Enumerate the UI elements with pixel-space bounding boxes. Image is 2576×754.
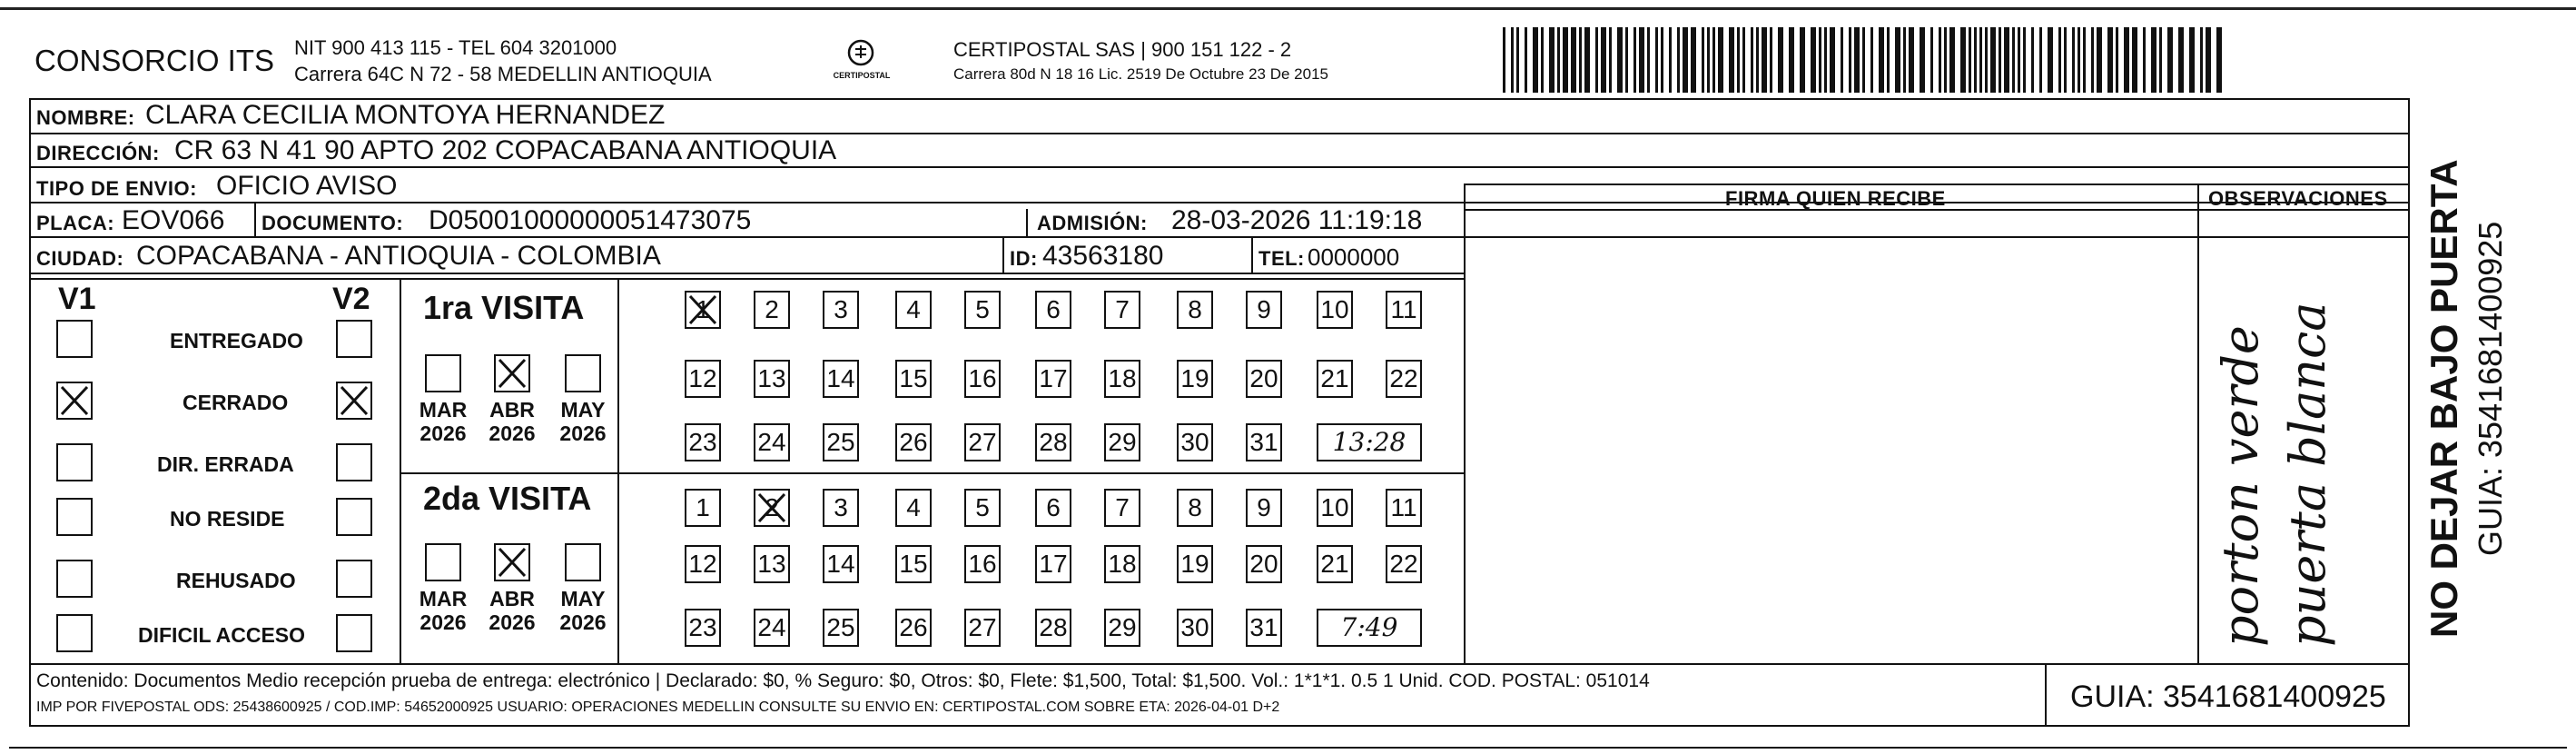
day-box-27[interactable]: 27 — [964, 423, 1001, 461]
month-checkbox-may[interactable] — [565, 543, 601, 581]
visit2-title: 2da VISITA — [423, 480, 592, 517]
day-box-8[interactable]: 8 — [1177, 291, 1213, 329]
visit1-title: 1ra VISITA — [423, 289, 585, 326]
day-box-24[interactable]: 24 — [754, 609, 790, 647]
day-box-20[interactable]: 20 — [1246, 545, 1282, 583]
v1-checkbox-rehusado[interactable] — [56, 560, 93, 598]
day-box-14[interactable]: 14 — [823, 545, 859, 583]
barcode — [1503, 27, 2229, 93]
id-label: ID: — [1010, 247, 1038, 270]
month-checkbox-abr[interactable] — [494, 543, 530, 581]
day-box-15[interactable]: 15 — [895, 360, 932, 398]
side-warning: NO DEJAR BAJO PUERTA — [2423, 159, 2465, 638]
footer-contenido: Contenido: Documentos Medio recepción prueba de entrega: electrónico | Declarado: $0, % Seguro: $0, Otros: $0, Flete: $1,500, Total: $1,500. Vol.: 1*1*1. 0.5 1 Unid. COD. POSTAL: 051014 — [36, 670, 1650, 691]
v1-checkbox-entregado[interactable] — [56, 320, 93, 358]
logo-text: CERTIPOSTAL — [833, 71, 891, 80]
certipostal-logo — [833, 35, 891, 89]
observaciones-handwriting-2: puerta blanca — [2279, 302, 2336, 647]
status-option-label: NO RESIDE — [170, 507, 285, 531]
day-box-12[interactable]: 12 — [685, 545, 721, 583]
day-box-22[interactable]: 22 — [1386, 360, 1422, 398]
visit-time-box[interactable]: 13:28 — [1317, 423, 1422, 461]
day-box-7[interactable]: 7 — [1104, 489, 1140, 527]
day-box-16[interactable]: 16 — [964, 360, 1001, 398]
day-box-31[interactable]: 31 — [1246, 609, 1282, 647]
day-box-3[interactable]: 3 — [823, 489, 859, 527]
day-box-9[interactable]: 9 — [1246, 489, 1282, 527]
month-label: MAY 2026 — [559, 398, 607, 445]
footer-guia: GUIA: 3541681400925 — [2070, 680, 2386, 714]
day-box-26[interactable]: 26 — [895, 609, 932, 647]
company-nit-tel: NIT 900 413 115 - TEL 604 3201000 — [294, 36, 617, 59]
visit-time-box[interactable]: 7:49 — [1317, 609, 1422, 647]
nombre-value: CLARA CECILIA MONTOYA HERNANDEZ — [145, 100, 666, 130]
day-box-15[interactable]: 15 — [895, 545, 932, 583]
day-box-24[interactable]: 24 — [754, 423, 790, 461]
documento-label: DOCUMENTO: — [262, 212, 404, 234]
day-box-18[interactable]: 18 — [1104, 545, 1140, 583]
day-box-7[interactable]: 7 — [1104, 291, 1140, 329]
day-box-20[interactable]: 20 — [1246, 360, 1282, 398]
day-box-26[interactable]: 26 — [895, 423, 932, 461]
direccion-value: CR 63 N 41 90 APTO 202 COPACABANA ANTIOQUIA — [174, 135, 837, 165]
observaciones-label: OBSERVACIONES — [2208, 187, 2388, 210]
day-box-3[interactable]: 3 — [823, 291, 859, 329]
tipo-envio-label: TIPO DE ENVIO: — [36, 177, 197, 200]
month-checkbox-abr[interactable] — [494, 354, 530, 392]
certipostal-address: Carrera 80d N 18 16 Lic. 2519 De Octubre 23 De 2015 — [953, 65, 1328, 83]
day-box-2[interactable]: 2 — [754, 489, 790, 527]
documento-value: D05001000000051473075 — [429, 205, 752, 235]
tel-label: TEL: — [1258, 247, 1305, 270]
day-box-21[interactable]: 21 — [1317, 545, 1353, 583]
day-box-19[interactable]: 19 — [1177, 545, 1213, 583]
day-box-11[interactable]: 11 — [1386, 291, 1422, 329]
day-box-30[interactable]: 30 — [1177, 423, 1213, 461]
day-box-17[interactable]: 17 — [1035, 360, 1071, 398]
month-label: MAR 2026 — [419, 398, 468, 445]
day-box-30[interactable]: 30 — [1177, 609, 1213, 647]
status-option-label: DIR. ERRADA — [157, 452, 294, 476]
v1-checkbox-cerrado[interactable] — [56, 382, 93, 420]
day-box-21[interactable]: 21 — [1317, 360, 1353, 398]
status-option-label: REHUSADO — [176, 569, 296, 592]
day-box-6[interactable]: 6 — [1035, 291, 1071, 329]
day-box-4[interactable]: 4 — [895, 489, 932, 527]
day-box-1[interactable]: 1 — [685, 291, 721, 329]
admision-label: ADMISIÓN: — [1037, 212, 1148, 234]
firma-label: FIRMA QUIEN RECIBE — [1725, 187, 1946, 210]
day-box-28[interactable]: 28 — [1035, 423, 1071, 461]
day-box-2[interactable]: 2 — [754, 291, 790, 329]
placa-label: PLACA: — [36, 212, 115, 234]
day-box-22[interactable]: 22 — [1386, 545, 1422, 583]
v2-checkbox-dir-errada[interactable] — [336, 443, 372, 481]
day-box-14[interactable]: 14 — [823, 360, 859, 398]
v1-checkbox-dir-errada[interactable] — [56, 443, 93, 481]
day-box-4[interactable]: 4 — [895, 291, 932, 329]
day-box-29[interactable]: 29 — [1104, 609, 1140, 647]
day-box-25[interactable]: 25 — [823, 423, 859, 461]
day-box-19[interactable]: 19 — [1177, 360, 1213, 398]
day-box-5[interactable]: 5 — [964, 489, 1001, 527]
placa-value: EOV066 — [122, 205, 225, 235]
side-guia: GUIA: 3541681400925 — [2472, 221, 2509, 556]
day-box-12[interactable]: 12 — [685, 360, 721, 398]
ciudad-label: CIUDAD: — [36, 247, 124, 270]
month-label: ABR 2026 — [489, 587, 536, 634]
v2-checkbox-rehusado[interactable] — [336, 560, 372, 598]
day-box-16[interactable]: 16 — [964, 545, 1001, 583]
admision-value: 28-03-2026 11:19:18 — [1171, 205, 1423, 235]
month-checkbox-mar[interactable] — [425, 543, 461, 581]
month-checkbox-may[interactable] — [565, 354, 601, 392]
day-box-18[interactable]: 18 — [1104, 360, 1140, 398]
status-option-label: CERRADO — [183, 391, 289, 414]
day-box-13[interactable]: 13 — [754, 545, 790, 583]
status-option-label: DIFICIL ACCESO — [138, 623, 306, 647]
day-box-29[interactable]: 29 — [1104, 423, 1140, 461]
v1-checkbox-dificil-acceso[interactable] — [56, 614, 93, 652]
company-name: CONSORCIO ITS — [35, 44, 275, 77]
company-address: Carrera 64C N 72 - 58 MEDELLIN ANTIOQUIA — [294, 63, 712, 85]
day-box-13[interactable]: 13 — [754, 360, 790, 398]
day-box-5[interactable]: 5 — [964, 291, 1001, 329]
observaciones-handwriting-1: porton verde — [2212, 325, 2269, 647]
v1-label: V1 — [58, 282, 96, 316]
status-option-label: ENTREGADO — [170, 329, 303, 352]
day-box-27[interactable]: 27 — [964, 609, 1001, 647]
v1-checkbox-no-reside[interactable] — [56, 498, 93, 536]
day-box-9[interactable]: 9 — [1246, 291, 1282, 329]
day-box-6[interactable]: 6 — [1035, 489, 1071, 527]
footer-imp: IMP POR FIVEPOSTAL ODS: 25438600925 / COD.IMP: 54652000925 USUARIO: OPERACIONES MEDELLIN CONSULTE SU ENVIO EN: CERTIPOSTAL.COM SOBRE ETA: 2026-04-01 D+2 — [36, 699, 1280, 715]
top-border — [0, 7, 2576, 10]
month-label: MAR 2026 — [419, 587, 468, 634]
nombre-label: NOMBRE: — [36, 106, 135, 129]
day-box-25[interactable]: 25 — [823, 609, 859, 647]
day-box-23[interactable]: 23 — [685, 423, 721, 461]
day-box-11[interactable]: 11 — [1386, 489, 1422, 527]
v2-checkbox-dificil-acceso[interactable] — [336, 614, 372, 652]
v2-checkbox-no-reside[interactable] — [336, 498, 372, 536]
id-value: 43563180 — [1042, 241, 1164, 271]
certipostal-title: CERTIPOSTAL SAS | 900 151 122 - 2 — [953, 38, 1292, 61]
ciudad-value: COPACABANA - ANTIOQUIA - COLOMBIA — [136, 241, 661, 271]
day-box-10[interactable]: 10 — [1317, 291, 1353, 329]
day-box-1[interactable]: 1 — [685, 489, 721, 527]
day-box-10[interactable]: 10 — [1317, 489, 1353, 527]
month-label: MAY 2026 — [559, 587, 607, 634]
day-box-28[interactable]: 28 — [1035, 609, 1071, 647]
v2-checkbox-cerrado[interactable] — [336, 382, 372, 420]
v2-checkbox-entregado[interactable] — [336, 320, 372, 358]
day-box-23[interactable]: 23 — [685, 609, 721, 647]
tipo-envio-value: OFICIO AVISO — [216, 171, 398, 201]
tel-value: 0000000 — [1308, 243, 1400, 271]
direccion-label: DIRECCIÓN: — [36, 142, 160, 164]
day-box-8[interactable]: 8 — [1177, 489, 1213, 527]
day-box-17[interactable]: 17 — [1035, 545, 1071, 583]
month-checkbox-mar[interactable] — [425, 354, 461, 392]
v2-label: V2 — [332, 282, 370, 316]
day-box-31[interactable]: 31 — [1246, 423, 1282, 461]
month-label: ABR 2026 — [489, 398, 536, 445]
